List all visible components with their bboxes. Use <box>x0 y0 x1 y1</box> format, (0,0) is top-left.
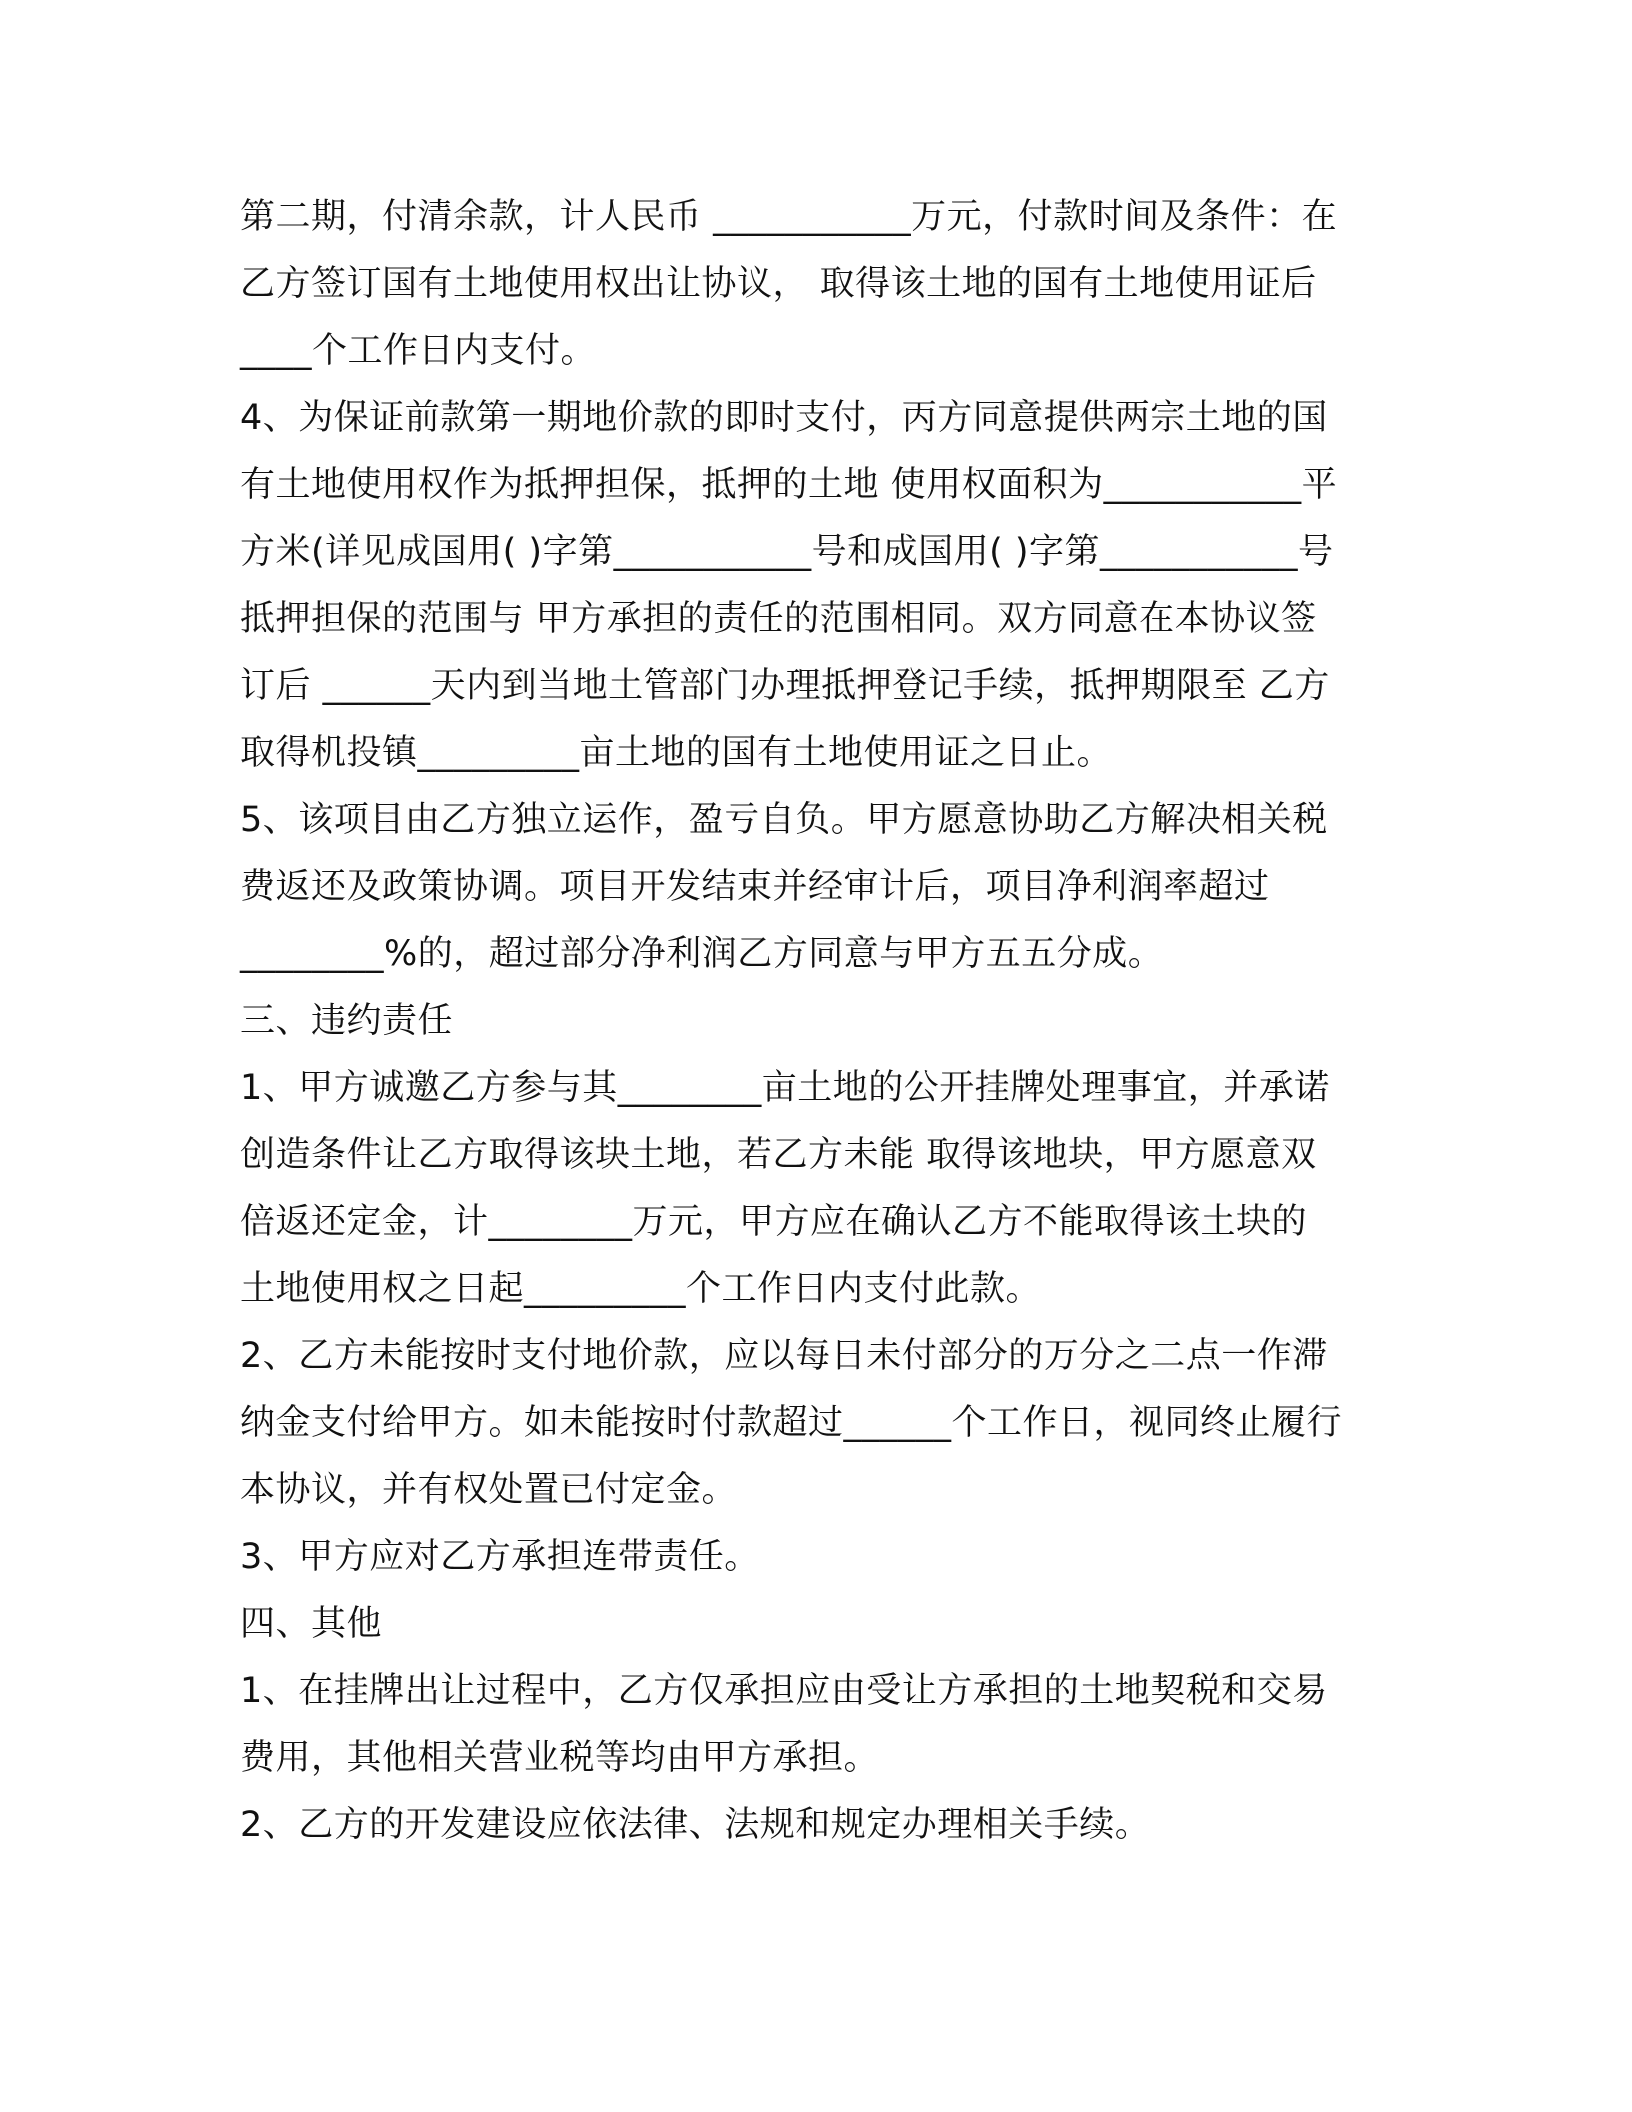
text-line: 订后 ______天内到当地土管部门办理抵押登记手续，抵押期限至 乙方 <box>240 666 1330 706</box>
text-line: 1、在挂牌出让过程中，乙方仅承担应由受让方承担的土地契税和交易 <box>240 1671 1328 1711</box>
text-line: 2、乙方的开发建设应依法律、法规和规定办理相关手续。 <box>240 1805 1151 1845</box>
text-line: 费返还及政策协调。项目开发结束并经审计后，项目净利润率超过 <box>240 867 1270 907</box>
text-line: 纳金支付给甲方。如未能按时付款超过______个工作日，视同终止履行 <box>240 1403 1343 1443</box>
text-line: 1、甲方诚邀乙方参与其________亩土地的公开挂牌处理事宜，并承诺 <box>240 1068 1330 1108</box>
text-line: 2、乙方未能按时支付地价款，应以每日未付部分的万分之二点一作滞 <box>240 1336 1328 1376</box>
text-line: 3、甲方应对乙方承担连带责任。 <box>240 1537 760 1577</box>
text-line: 有土地使用权作为抵押担保，抵押的土地 使用权面积为___________平 <box>240 465 1338 505</box>
document-body <box>240 184 1400 1859</box>
text-line: ____个工作日内支付。 <box>240 331 597 371</box>
text-line: 5、该项目由乙方独立运作，盈亏自负。甲方愿意协助乙方解决相关税 <box>240 800 1328 840</box>
section-heading: 四、其他 <box>240 1604 383 1644</box>
text-line: 4、为保证前款第一期地价款的即时支付，丙方同意提供两宗土地的国 <box>240 398 1328 438</box>
text-line: 乙方签订国有土地使用权出让协议， 取得该土地的国有土地使用证后 <box>240 264 1317 304</box>
text-line: ________%的，超过部分净利润乙方同意与甲方五五分成。 <box>240 934 1164 974</box>
text-line: 土地使用权之日起_________个工作日内支付此款。 <box>240 1269 1042 1309</box>
text-line: 第二期，付清余款，计人民币 ___________万元，付款时间及条件：在 <box>240 197 1338 237</box>
text-line: 倍返还定金，计________万元，甲方应在确认乙方不能取得该土块的 <box>240 1202 1308 1242</box>
text-line: 方米(详见成国用( )字第___________号和成国用( )字第___________号 <box>240 532 1334 572</box>
section-heading: 三、违约责任 <box>240 1001 454 1041</box>
text-line: 费用，其他相关营业税等均由甲方承担。 <box>240 1738 880 1778</box>
text-line: 抵押担保的范围与 甲方承担的责任的范围相同。双方同意在本协议签 <box>240 599 1317 639</box>
text-line: 创造条件让乙方取得该块土地，若乙方未能 取得该地块，甲方愿意双 <box>240 1135 1317 1175</box>
text-line: 本协议，并有权处置已付定金。 <box>240 1470 738 1510</box>
text-line: 取得机投镇_________亩土地的国有土地使用证之日止。 <box>240 733 1113 773</box>
